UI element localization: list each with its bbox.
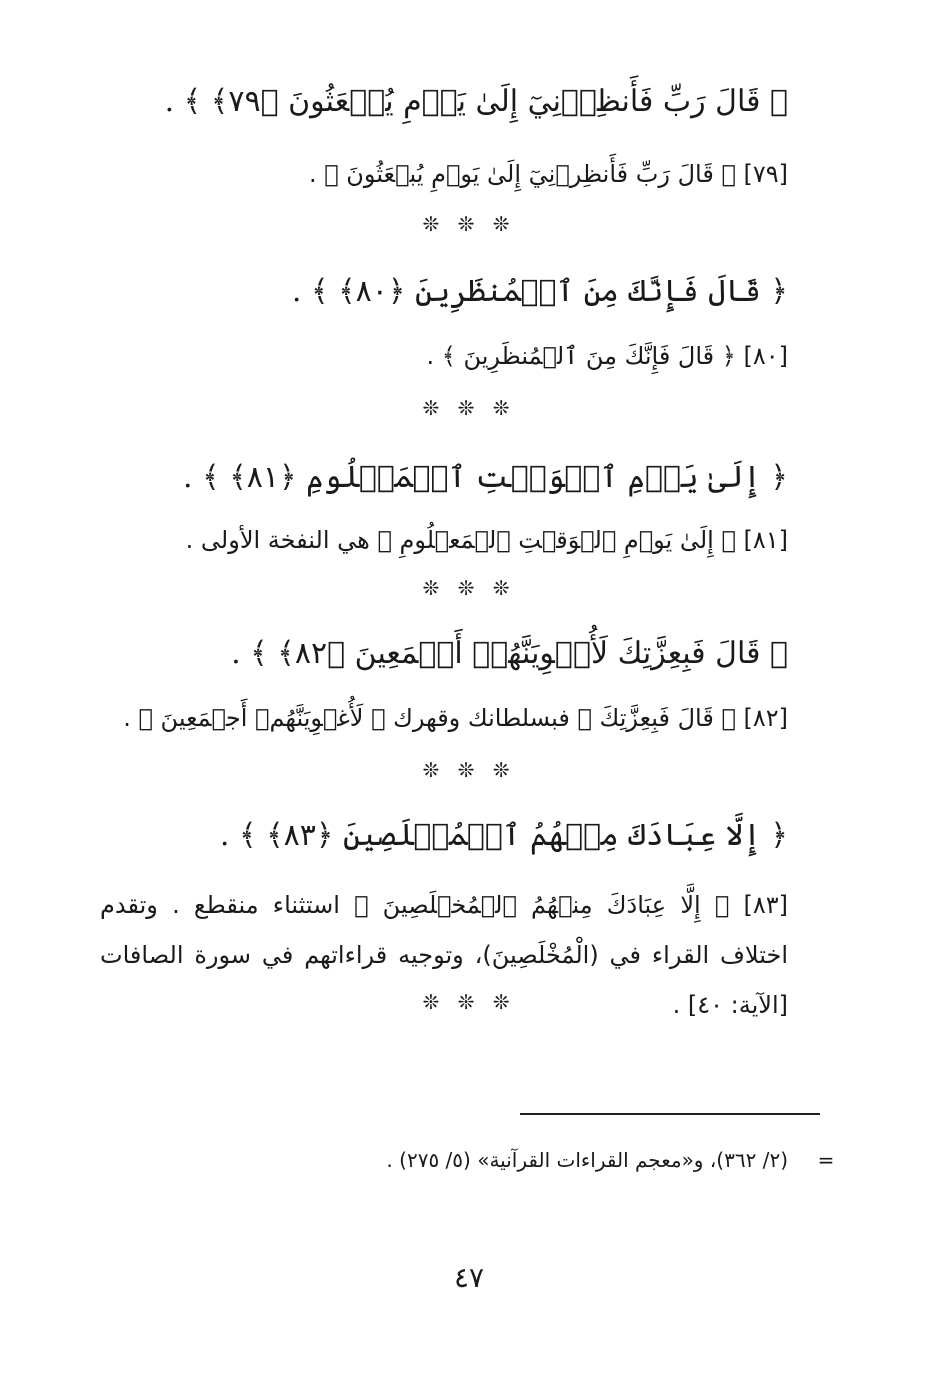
verse-80: ﴿ قَالَ فَإِنَّكَ مِنَ ٱلۡمُنظَرِينَ ﴿٨٠﴾ ﴾ . xyxy=(291,274,788,309)
separator-stars: ❊ ❊ ❊ xyxy=(422,758,516,782)
commentary-83: [٨٣] ﴿ إِلَّا عِبَادَكَ مِنۡهُمُ ٱلۡمُخۡلَصِينَ ﴾ استثناء منقطع . وتقدم اختلاف القراء في (الْمُخْلَصِينَ)، وتوجيه قراءاتهم في سورة الصافات [الآية: ٤٠] . xyxy=(100,891,788,1019)
separator-stars: ❊ ❊ ❊ xyxy=(422,212,516,236)
separator-stars: ❊ ❊ ❊ xyxy=(422,990,516,1014)
footnote-continuation-marker: = xyxy=(817,1148,835,1172)
verse-79: ﴿ قَالَ رَبِّ فَأَنظِرۡنِيٓ إِلَىٰ يَوۡمِ يُبۡعَثُونَ ﴿٧٩﴾ ﴾ . xyxy=(164,84,788,119)
verse-83: ﴿ إِلَّا عِبَادَكَ مِنۡهُمُ ٱلۡمُخۡلَصِينَ ﴿٨٣﴾ ﴾ . xyxy=(219,818,788,853)
commentary-82: [٨٢] ﴿ قَالَ فَبِعِزَّتِكَ ﴾ فبسلطانك وقهرك ﴿ لَأُغۡوِيَنَّهُمۡ أَجۡمَعِينَ ﴾ . xyxy=(123,704,788,732)
commentary-80: [٨٠] ﴿ قَالَ فَإِنَّكَ مِنَ ٱلۡمُنظَرِينَ ﴾ . xyxy=(426,342,788,370)
commentary-81: [٨١] ﴿ إِلَىٰ يَوۡمِ ٱلۡوَقۡتِ ٱلۡمَعۡلُومِ ﴾ هي النفخة الأولى . xyxy=(185,526,788,554)
verse-81: ﴿ إِلَىٰ يَوۡمِ ٱلۡوَقۡتِ ٱلۡمَعۡلُومِ ﴿٨١﴾ ﴾ . xyxy=(183,460,788,495)
page-number: ٤٧ xyxy=(453,1261,485,1294)
footnote-text: (٢/ ٣٦٢)، و«معجم القراءات القرآنية» (٥/ ٢٧٥) . xyxy=(386,1148,788,1172)
verse-82: ﴿ قَالَ فَبِعِزَّتِكَ لَأُغۡوِيَنَّهُمۡ أَجۡمَعِينَ ﴿٨٢﴾ ﴾ . xyxy=(231,636,788,671)
separator-stars: ❊ ❊ ❊ xyxy=(422,396,516,420)
commentary-79: [٧٩] ﴿ قَالَ رَبِّ فَأَنظِرۡنِيٓ إِلَىٰ يَوۡمِ يُبۡعَثُونَ ﴾ . xyxy=(309,160,788,188)
separator-stars: ❊ ❊ ❊ xyxy=(422,576,516,600)
footnote-divider xyxy=(520,1113,820,1115)
